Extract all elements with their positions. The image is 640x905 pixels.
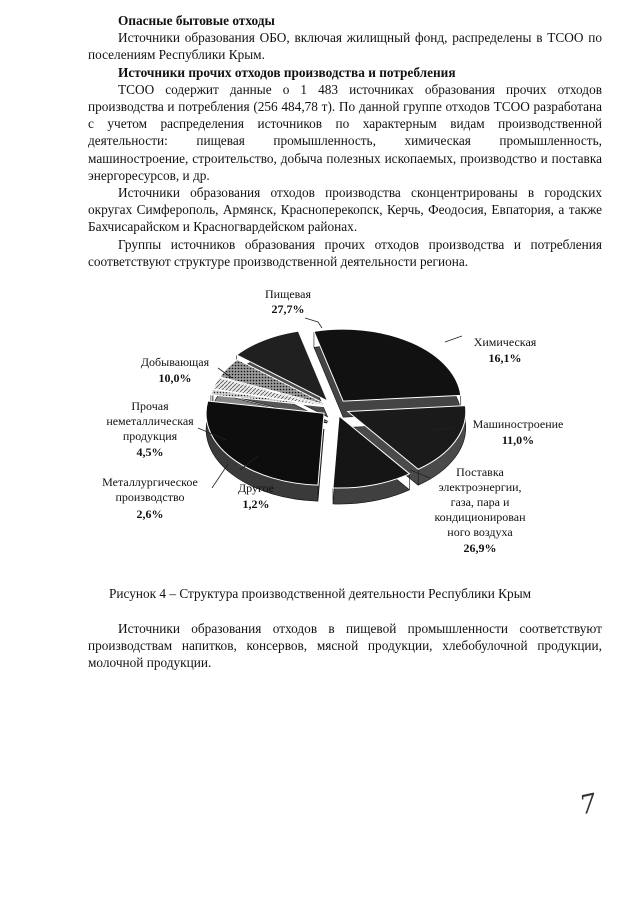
- paragraph-hazardous-waste: Источники образования ОБО, включая жилищный фонд, распределены в ТСОО по поселениям Республики Крым.: [88, 30, 602, 63]
- value-mach: 11,0%: [501, 433, 535, 447]
- label-nonmet-3: продукция: [122, 429, 178, 443]
- label-chem: Химическая: [473, 335, 537, 349]
- paragraph-sources-location: Источники образования отходов производства сконцентрированы в городских округах Симферополь, Армянск, Красноперекопск, Керчь, Феодосия, Евпатория, а также Бахчисарайском и Красногвардейском районах.: [88, 185, 602, 235]
- value-metal: 2,6%: [136, 507, 164, 521]
- label-metal-1: Металлургическое: [102, 475, 198, 489]
- heading-hazardous-waste: Опасные бытовые отходы: [118, 13, 275, 28]
- label-energy-5: ного воздуха: [447, 525, 513, 539]
- label-energy-1: Поставка: [456, 465, 504, 479]
- label-energy-2: электроэнергии,: [438, 480, 522, 494]
- value-food: 27,7%: [271, 302, 305, 316]
- heading-other-waste: Источники прочих отходов производства и потребления: [118, 64, 456, 80]
- value-mining: 10,0%: [158, 371, 192, 385]
- value-energy: 26,9%: [463, 541, 497, 555]
- page-number: 7: [577, 788, 600, 822]
- top-text-block: [88, 12, 602, 270]
- label-energy-3: газа, пара и: [450, 495, 510, 509]
- label-mach: Машиностроение: [472, 417, 564, 431]
- pie-chart: [0, 280, 640, 580]
- label-energy-4: кондиционирован: [434, 510, 526, 524]
- figure-caption: Рисунок 4 – Структура производственной деятельности Республики Крым: [108, 586, 532, 601]
- leader-chem: [445, 336, 462, 342]
- label-nonmet-1: Прочая: [131, 399, 169, 413]
- label-nonmet-2: неметаллическая: [106, 414, 194, 428]
- label-metal-2: производство: [115, 490, 185, 504]
- pie-slices: [206, 329, 466, 488]
- value-nonmet: 4,5%: [136, 445, 164, 459]
- value-other: 1,2%: [242, 497, 270, 511]
- label-other: Другое: [237, 481, 275, 495]
- slice-energy: [206, 401, 324, 485]
- value-chem: 16,1%: [488, 351, 522, 365]
- leader-food: [305, 318, 322, 328]
- paragraph-sources-count: ТСОО содержит данные о 1 483 источниках образования прочих отходов производства и потребления (256 484,78 т). По данной группе отходов ТСОО разработана с учетом распределения источников по характерным видам производственной деятельности: пищевая промышленность, химическая промышленность, машиностроение, строительство, добыча полезных ископаемых, производство и поставка энергоресурсов, и др.: [88, 81, 602, 183]
- bottom-text-block: [88, 620, 602, 672]
- label-mining: Добывающая: [140, 355, 210, 369]
- paragraph-sources-groups: Группы источников образования прочих отходов производства и потребления соответствуют структуре производственной деятельности региона.: [88, 236, 602, 269]
- label-food: Пищевая: [264, 287, 312, 301]
- paragraph-food-industry: Источники образования отходов в пищевой промышленности соответствуют производствам напитков, консервов, мясной продукции, хлебобулочной продукции, молочной продукции.: [88, 621, 602, 671]
- leader-metal: [212, 464, 228, 488]
